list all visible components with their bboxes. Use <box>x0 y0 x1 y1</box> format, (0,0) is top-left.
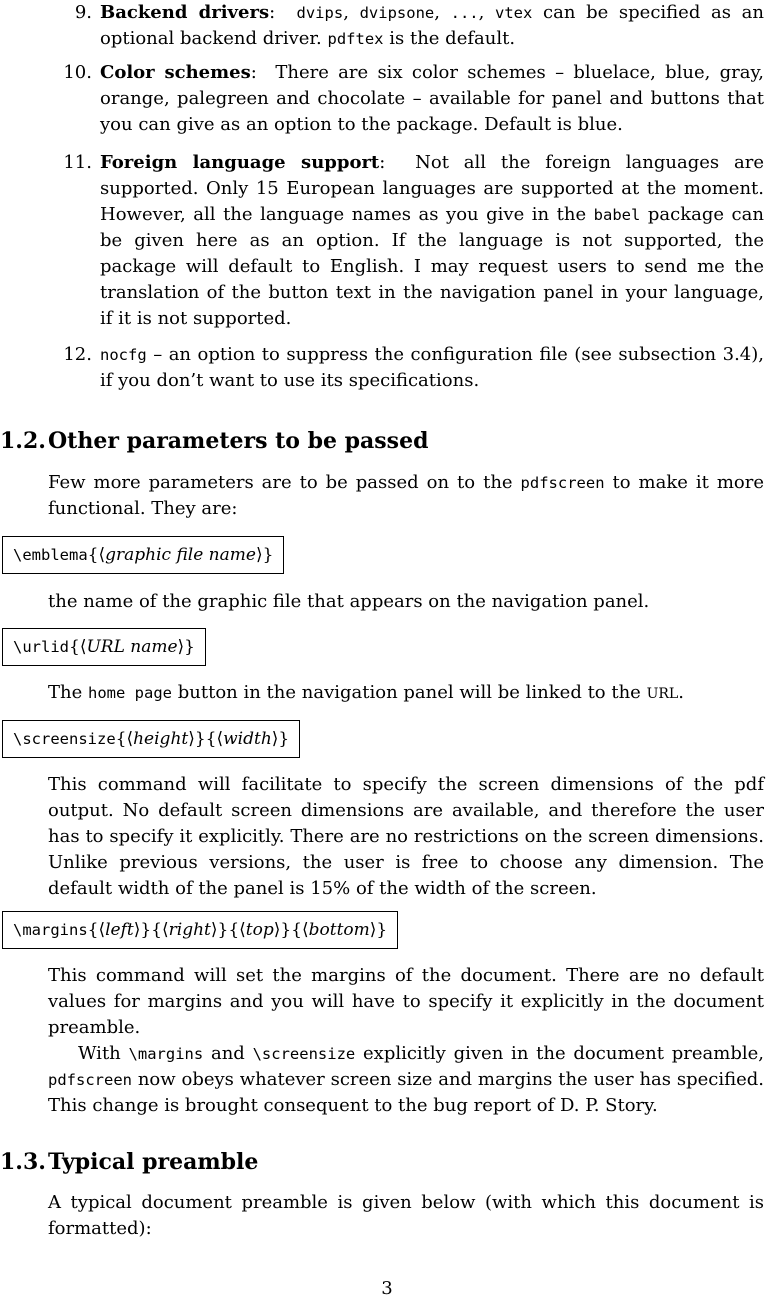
code-nocfg: nocfg <box>100 346 147 364</box>
list-item-color-schemes: 10. Color schemes: There are six color schemes – bluelace, blue, gray, orange, palegreen and chocolate – available for panel and buttons that you can give as an option to the package. Default is blue. <box>100 60 764 138</box>
list-number: 9. <box>74 2 92 23</box>
code-vtex: vtex <box>495 4 533 22</box>
item-text: – an option to suppress the configuration file (see subsection 3.4), if you don’t want to use its specifications. <box>100 344 764 391</box>
command-box-emblema: \emblema{⟨graphic file name⟩} <box>2 536 284 574</box>
urlid-description: The home page button in the navigation panel will be linked to the URL. <box>48 682 684 703</box>
section-title: Typical preamble <box>48 1149 259 1175</box>
command-box-screensize: \screensize{⟨height⟩}{⟨width⟩} <box>2 720 300 758</box>
code-pdfscreen: pdfscreen <box>520 474 605 492</box>
margins-note: With \margins and \screensize explicitly given in the document preamble, pdfscreen now obeys whatever screen size and margins the user has specified. This change is brought consequent to the bug report of D. P. Story. <box>48 1043 764 1116</box>
section-heading-other-parameters <box>0 426 428 456</box>
code-dvipsone: dvipsone <box>359 4 435 22</box>
item-title: Foreign language support <box>100 152 380 173</box>
margins-description: This command will set the margins of the document. There are no default values for margins and you will have to specify it explicitly in the document preamble. With \margins and \screensize explicitly given in the document preamble, pdfscreen now obeys whatever screen size and margins the user has specified. This change is brought consequent to the bug report of D. P. Story. <box>48 963 764 1119</box>
command-box-urlid: \urlid{⟨URL name⟩} <box>2 628 206 666</box>
command-box-margins: \margins{⟨left⟩}{⟨right⟩}{⟨top⟩}{⟨bottom⟩} <box>2 911 398 949</box>
code-ellipsis: ... <box>450 4 479 22</box>
item-title: Color schemes <box>100 62 251 83</box>
emblema-description: the name of the graphic file that appears on the navigation panel. <box>48 591 650 612</box>
list-number: 10. <box>63 62 92 83</box>
list-number: 11. <box>63 152 92 173</box>
list-item-foreign-language: 11. Foreign language support: Not all the foreign languages are supported. Only 15 European languages are supported at the moment. However, all the language names as you give in the babel package can be given here as an option. If the language is not supported, the package will default to English. I may request users to send me the translation of the button text in the navigation panel in your language, if it is not supported. <box>100 150 764 332</box>
preamble-paragraph: A typical document preamble is given below (with which this document is formatted): <box>48 1192 764 1239</box>
code-home-page: home page <box>88 684 172 702</box>
list-number: 12. <box>63 344 92 365</box>
code-dvips: dvips <box>296 4 344 22</box>
page-number: 3 <box>381 1278 393 1299</box>
code-pdftex: pdftex <box>327 30 384 48</box>
intro-paragraph: Few more parameters are to be passed on to the pdfscreen to make it more functional. They are: <box>48 472 764 519</box>
section-heading-typical-preamble <box>0 1147 258 1177</box>
item-title: Backend drivers <box>100 2 270 23</box>
code-babel: babel <box>593 206 641 224</box>
section-number: 1.2. <box>0 428 46 454</box>
list-item-nocfg <box>63 342 764 394</box>
screensize-description: This command will facilitate to specify the screen dimensions of the pdf output. No default screen dimensions are available, and therefore the user has to specify it explicitly. There are no restrictions on the screen dimensions. Unlike previous versions, the user is free to choose any dimension. The default width of the panel is 15% of the width of the screen. <box>48 774 764 899</box>
list-item-backend-drivers: 9. Backend drivers: dvips, dvipsone, ..., vtex can be specified as an optional backend driver. pdftex is the default. <box>100 0 764 52</box>
section-number: 1.3. <box>0 1149 46 1175</box>
item-text: There are six color schemes – bluelace, blue, gray, orange, palegreen and chocolate – available for panel and buttons that you can give as an option to the package. Default is blue. <box>100 62 764 135</box>
section-title: Other parameters to be passed <box>48 428 429 454</box>
